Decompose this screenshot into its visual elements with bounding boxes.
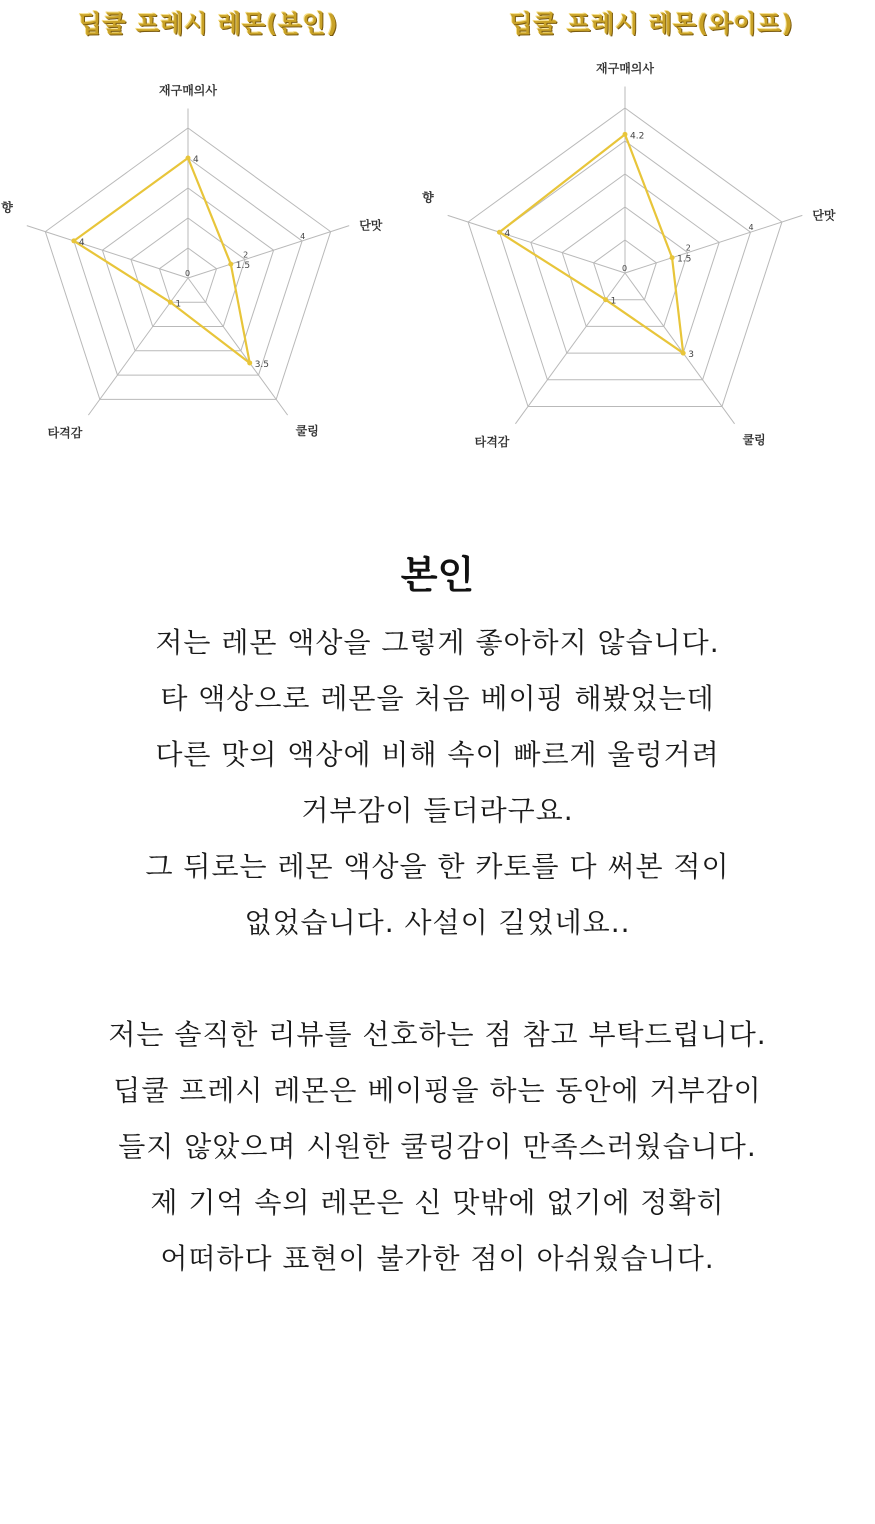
data-polygon [499,134,683,353]
data-point [186,156,191,161]
axis-label: 재구매의사 [159,83,217,98]
axis-spoke [625,273,735,424]
data-point [623,132,628,137]
data-point [603,297,608,302]
review-line: 저는 레몬 액상을 그렇게 좋아하지 않습니다. [155,626,720,659]
tick-label: 2 [243,250,249,260]
review-paragraph-2 [0,1007,875,1287]
review-paragraph-1 [0,615,875,951]
axis-label: 향 [1,200,13,215]
data-label: 4 [193,155,199,165]
review-line: 없었습니다. 사설이 길었네요.. [244,906,631,939]
tick-label: 0 [185,269,191,278]
review-line: 딥쿨 프레시 레몬은 베이핑을 하는 동안에 거부감이 [113,1074,762,1107]
data-label: 4 [78,237,85,248]
review-section [0,535,875,1287]
data-label: 4.2 [630,131,645,142]
data-point [168,300,173,305]
data-point [681,351,686,356]
data-label: 1.5 [235,261,251,272]
axis-label: 재구매의사 [596,61,654,76]
review-line: 어떠하다 표현이 불가한 점이 아쉬웠습니다. [160,1242,715,1275]
tick-label: 0 [622,264,628,273]
data-label: 1.5 [677,254,692,265]
data-point [71,238,76,243]
radar-chart-wife [422,0,875,500]
axis-spoke [188,226,349,278]
review-title: 본인 [400,553,475,597]
review-line: 들지 않았으며 시원한 쿨링감이 만족스러웠습니다. [118,1130,757,1163]
review-line: 거부감이 들더라구요. [301,794,574,827]
radar-chart-self [0,0,437,500]
data-point [670,255,675,260]
axis-spoke [88,278,188,415]
axis-spoke [515,273,625,424]
data-label: 3.5 [254,359,270,370]
paragraph-gap [0,951,875,1007]
review-line: 타 액상으로 레몬을 처음 베이핑 해봤었는데 [160,682,715,715]
data-label: 1 [610,296,617,307]
chart-title: 딥쿨 프레시 레몬(본인) [78,10,339,38]
radar-chart-svg [0,0,437,500]
axis-spoke [625,215,802,273]
axis-label: 단맛 [812,208,836,223]
review-line: 다른 맛의 액상에 비해 속이 빠르게 울렁거려 [155,738,720,771]
review-line: 그 뒤로는 레몬 액상을 한 카토를 다 써본 적이 [145,850,730,883]
tick-label: 4 [300,231,306,241]
data-label: 1 [175,299,182,310]
axis-label: 타격감 [474,434,510,449]
review-line: 저는 솔직한 리뷰를 선호하는 점 참고 부탁드립니다. [108,1018,767,1051]
data-point [497,230,502,235]
data-label: 4 [504,229,511,240]
axis-label: 쿨링 [742,432,766,447]
axis-label: 향 [422,190,434,205]
axis-label: 타격감 [47,426,83,441]
data-label: 3 [688,350,694,361]
data-point [228,262,233,267]
data-polygon [74,158,250,363]
data-point [247,360,252,365]
axis-spoke [27,226,191,278]
radar-chart-svg [422,0,875,500]
axis-spoke [448,215,628,273]
review-line: 제 기억 속의 레몬은 신 맛밖에 없기에 정확히 [150,1186,725,1219]
axis-label: 쿨링 [295,424,319,439]
axis-label: 단맛 [359,218,383,233]
tick-label: 4 [748,223,754,233]
chart-title: 딥쿨 프레시 레몬(와이프) [509,10,794,38]
tick-label: 2 [685,243,691,253]
